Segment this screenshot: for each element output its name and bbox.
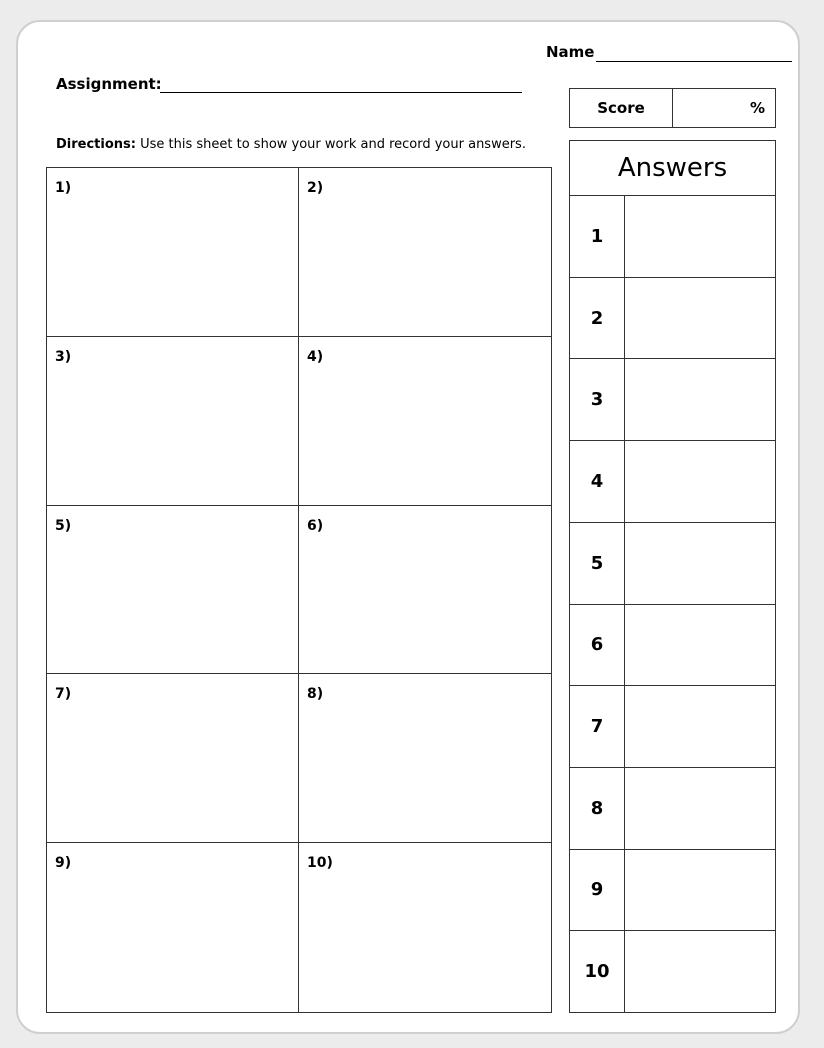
answer-field[interactable] (625, 441, 775, 522)
score-percent-sign: % (749, 99, 765, 117)
directions-text (56, 137, 526, 152)
answer-field[interactable] (625, 686, 775, 767)
work-cell[interactable] (47, 506, 299, 675)
answer-number: 4 (570, 441, 625, 522)
answer-field[interactable] (625, 278, 775, 359)
score-box (569, 88, 776, 128)
name-label: Name (546, 43, 595, 61)
assignment-label: Assignment: (56, 75, 162, 93)
answer-field[interactable] (625, 850, 775, 931)
answer-number: 5 (570, 523, 625, 604)
work-cell[interactable] (299, 337, 551, 506)
work-cell[interactable] (299, 674, 551, 843)
work-cell[interactable] (299, 843, 551, 1012)
directions-body: Use this sheet to show your work and record your answers. (135, 137, 526, 152)
work-cell[interactable] (47, 843, 299, 1012)
work-cell[interactable] (299, 168, 551, 337)
work-cell-label: 4) (307, 348, 324, 365)
answer-row (570, 196, 775, 278)
answer-field[interactable] (625, 931, 775, 1012)
answer-number: 1 (570, 196, 625, 277)
answer-number: 3 (570, 359, 625, 440)
work-cell-label: 8) (307, 686, 324, 703)
work-cell-label: 2) (307, 180, 324, 196)
answers-title: Answers (570, 141, 775, 196)
answer-number: 9 (570, 850, 625, 931)
answer-row (570, 359, 775, 441)
assignment-field-line[interactable] (160, 92, 522, 93)
answer-field[interactable] (625, 359, 775, 440)
answer-number: 7 (570, 686, 625, 767)
answer-number: 8 (570, 768, 625, 849)
work-grid (46, 167, 552, 1013)
name-field-line[interactable] (596, 61, 792, 62)
answer-row (570, 686, 775, 768)
work-cell-label: 5) (55, 517, 72, 534)
work-cell[interactable] (299, 506, 551, 675)
answer-row (570, 605, 775, 687)
work-cell[interactable] (47, 337, 299, 506)
work-cell-label: 3) (55, 348, 72, 365)
work-cell-label: 9) (55, 855, 72, 872)
answer-number: 10 (570, 931, 625, 1012)
answer-row (570, 278, 775, 360)
answer-number: 6 (570, 605, 625, 686)
work-cell-label: 6) (307, 517, 324, 534)
answer-field[interactable] (625, 196, 775, 277)
answer-row (570, 441, 775, 523)
score-value-field[interactable] (673, 89, 775, 127)
answer-row (570, 523, 775, 605)
work-cell-label: 10) (307, 855, 333, 872)
answer-field[interactable] (625, 605, 775, 686)
answer-field[interactable] (625, 768, 775, 849)
score-label: Score (570, 89, 673, 127)
answer-row (570, 768, 775, 850)
answer-row (570, 850, 775, 932)
work-cell-label: 1) (55, 180, 72, 196)
work-cell[interactable] (47, 168, 299, 337)
work-cell-label: 7) (55, 686, 72, 703)
work-cell[interactable] (47, 674, 299, 843)
directions-bold: Directions: (56, 137, 136, 152)
answers-table (569, 140, 776, 1013)
worksheet-page (16, 20, 800, 1034)
answer-row (570, 931, 775, 1012)
answer-number: 2 (570, 278, 625, 359)
answer-field[interactable] (625, 523, 775, 604)
